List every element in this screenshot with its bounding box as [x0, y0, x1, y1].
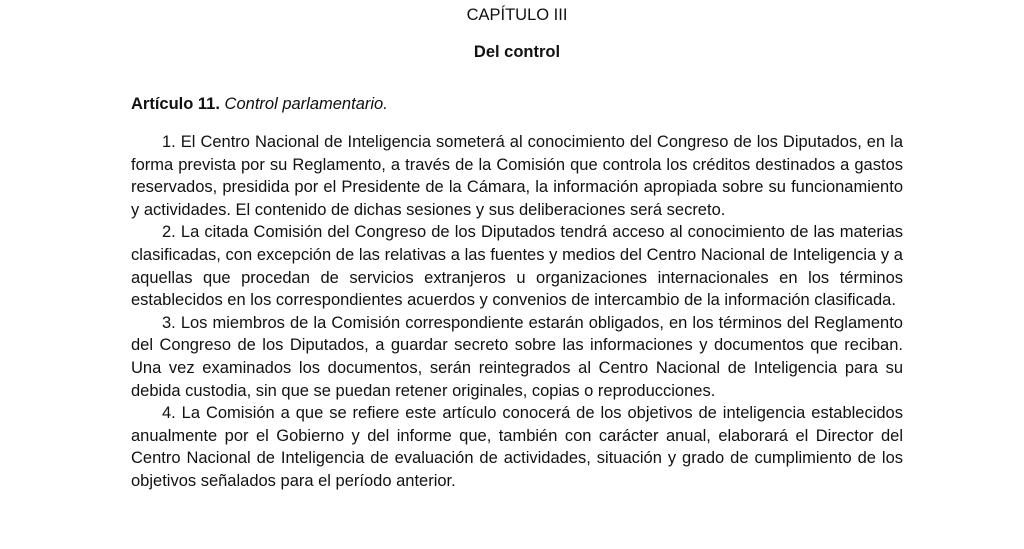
paragraph-4: 4. La Comisión a que se refiere este artículo conocerá de los objetivos de inteligencia establecidos anualmente por el Gobierno y del informe que, también con carácter anual, elaborará el Director del Centro Nacional de Inteligencia de evaluación de actividades, situación y grado de cumplimiento de los objetivos señalados para el período anterior. — [131, 404, 903, 490]
article-title: Control parlamentario. — [224, 95, 388, 113]
article-heading — [131, 94, 903, 114]
paragraph-3: 3. Los miembros de la Comisión correspondiente estarán obligados, en los términos del Reglamento del Congreso de los Diputados, a guardar secreto sobre las informaciones y documentos que reciban. Una vez examinados los documentos, serán reintegrados al Centro Nacional de Inteligencia para su debida custodia, sin que se puedan retener originales, copias o reproducciones. — [131, 313, 903, 400]
section-title: Del control — [473, 43, 561, 61]
article-number: Artículo 11. — [131, 95, 220, 113]
chapter-heading: CAPÍTULO III — [466, 6, 568, 24]
document-page — [131, 0, 903, 493]
article-body — [131, 131, 903, 493]
paragraph-2: 2. La citada Comisión del Congreso de los Diputados tendrá acceso al conocimiento de las materias clasificadas, con excepción de las relativas a las fuentes y medios del Centro Nacional de Inteligencia y a aquellas que procedan de servicios extranjeros u organizaciones internacionales en los términos establecidos en los correspondientes acuerdos y convenios de intercambio de la información clasificada. — [131, 223, 903, 310]
paragraph-1: 1. El Centro Nacional de Inteligencia someterá al conocimiento del Congreso de los Diputados, en la forma prevista por su Reglamento, a través de la Comisión que controla los créditos destinados a gastos reservados, presidida por el Presidente de la Cámara, la información apropiada sobre su funcionamiento y actividades. El contenido de dichas sesiones y sus deliberaciones será secreto. — [131, 133, 903, 219]
